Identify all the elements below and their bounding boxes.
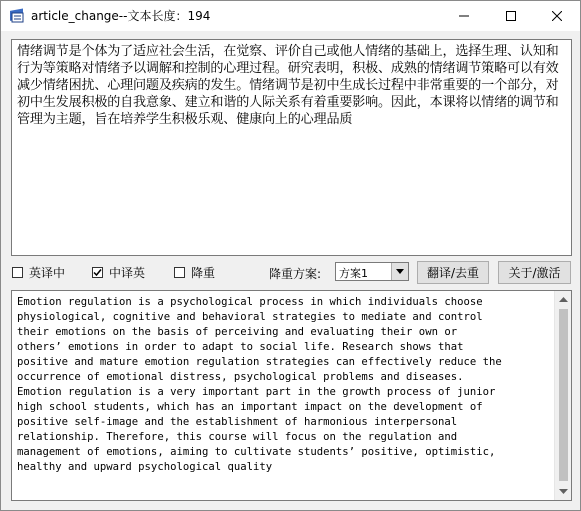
arrow-down-icon	[559, 489, 568, 494]
minimize-button[interactable]	[441, 1, 487, 31]
result-text: Emotion regulation is a psychological process in which individuals choose physiological, cognitive and behavioral strategies to mediate and control their emotions on the basis of perceiving and evaluating their own or others’ emotions in order to adapt to social life. Research shows that positive and mature emotion regulation strategies can effectively reduce the occurrence of emotional distress, psychological problems and diseases. Emotion regulation is a very important part in the growth process of junior high school students, which has an important impact on the development of positive self-image and the establishment of harmonious interpersonal relationship. Therefore, this course will focus on the regulation and management of emotions, aiming to cultivate students’ positive, optimistic, healthy and upward psychological quality	[17, 296, 502, 473]
controls-row	[1, 259, 580, 285]
checkmark-icon	[93, 268, 102, 277]
checkbox-label: 降重	[191, 265, 216, 280]
maximize-button[interactable]	[488, 1, 534, 31]
scroll-up-button[interactable]	[555, 291, 572, 308]
close-icon	[552, 11, 562, 21]
source-text-area[interactable]: 情绪调节是个体为了适应社会生活，在觉察、评价自己或他人情绪的基础上，选择生理、认知和行为等策略对情绪予以调解和控制的心理过程。研究表明，积极、成熟的情绪调节策略可以有效减少情绪困扰、心理问题及疾病的发生。情绪调节是初中生成长过程中非常重要的一个部分，对初中生发展积极的自我意象、建立和谐的人际关系有着重要影响。因此，本课将以情绪的调节和管理为主题，旨在培养学生积极乐观、健康向上的心理品质	[11, 39, 572, 256]
checkbox-zh-to-en[interactable]	[92, 265, 145, 279]
translate-button[interactable]: 翻译/去重	[417, 261, 489, 284]
scheme-selected-value: 方案1	[339, 267, 368, 280]
close-button[interactable]	[534, 1, 580, 31]
dropdown-arrow[interactable]	[391, 263, 408, 280]
result-text-area[interactable]	[11, 290, 572, 501]
scheme-label: 降重方案:	[269, 267, 322, 281]
checkbox-en-to-zh[interactable]	[12, 265, 65, 279]
about-button[interactable]: 关于/激活	[498, 261, 571, 284]
arrow-up-icon	[559, 297, 568, 302]
checkbox-box[interactable]	[92, 267, 103, 278]
minimize-icon	[459, 11, 469, 21]
maximize-icon	[506, 11, 516, 21]
checkbox-label: 中译英	[109, 265, 146, 280]
chevron-down-icon	[396, 269, 404, 274]
scroll-down-button[interactable]	[555, 483, 572, 500]
scheme-select[interactable]	[335, 262, 409, 281]
checkbox-label: 英译中	[29, 265, 66, 280]
checkbox-box[interactable]	[174, 267, 185, 278]
checkbox-box[interactable]	[12, 267, 23, 278]
vertical-scrollbar[interactable]	[554, 291, 571, 500]
checkbox-rewrite[interactable]	[174, 265, 215, 279]
scroll-thumb[interactable]	[559, 309, 568, 481]
window-title: article_change--文本长度：194	[31, 9, 211, 23]
app-icon	[9, 8, 25, 24]
title-bar[interactable]	[1, 1, 580, 31]
